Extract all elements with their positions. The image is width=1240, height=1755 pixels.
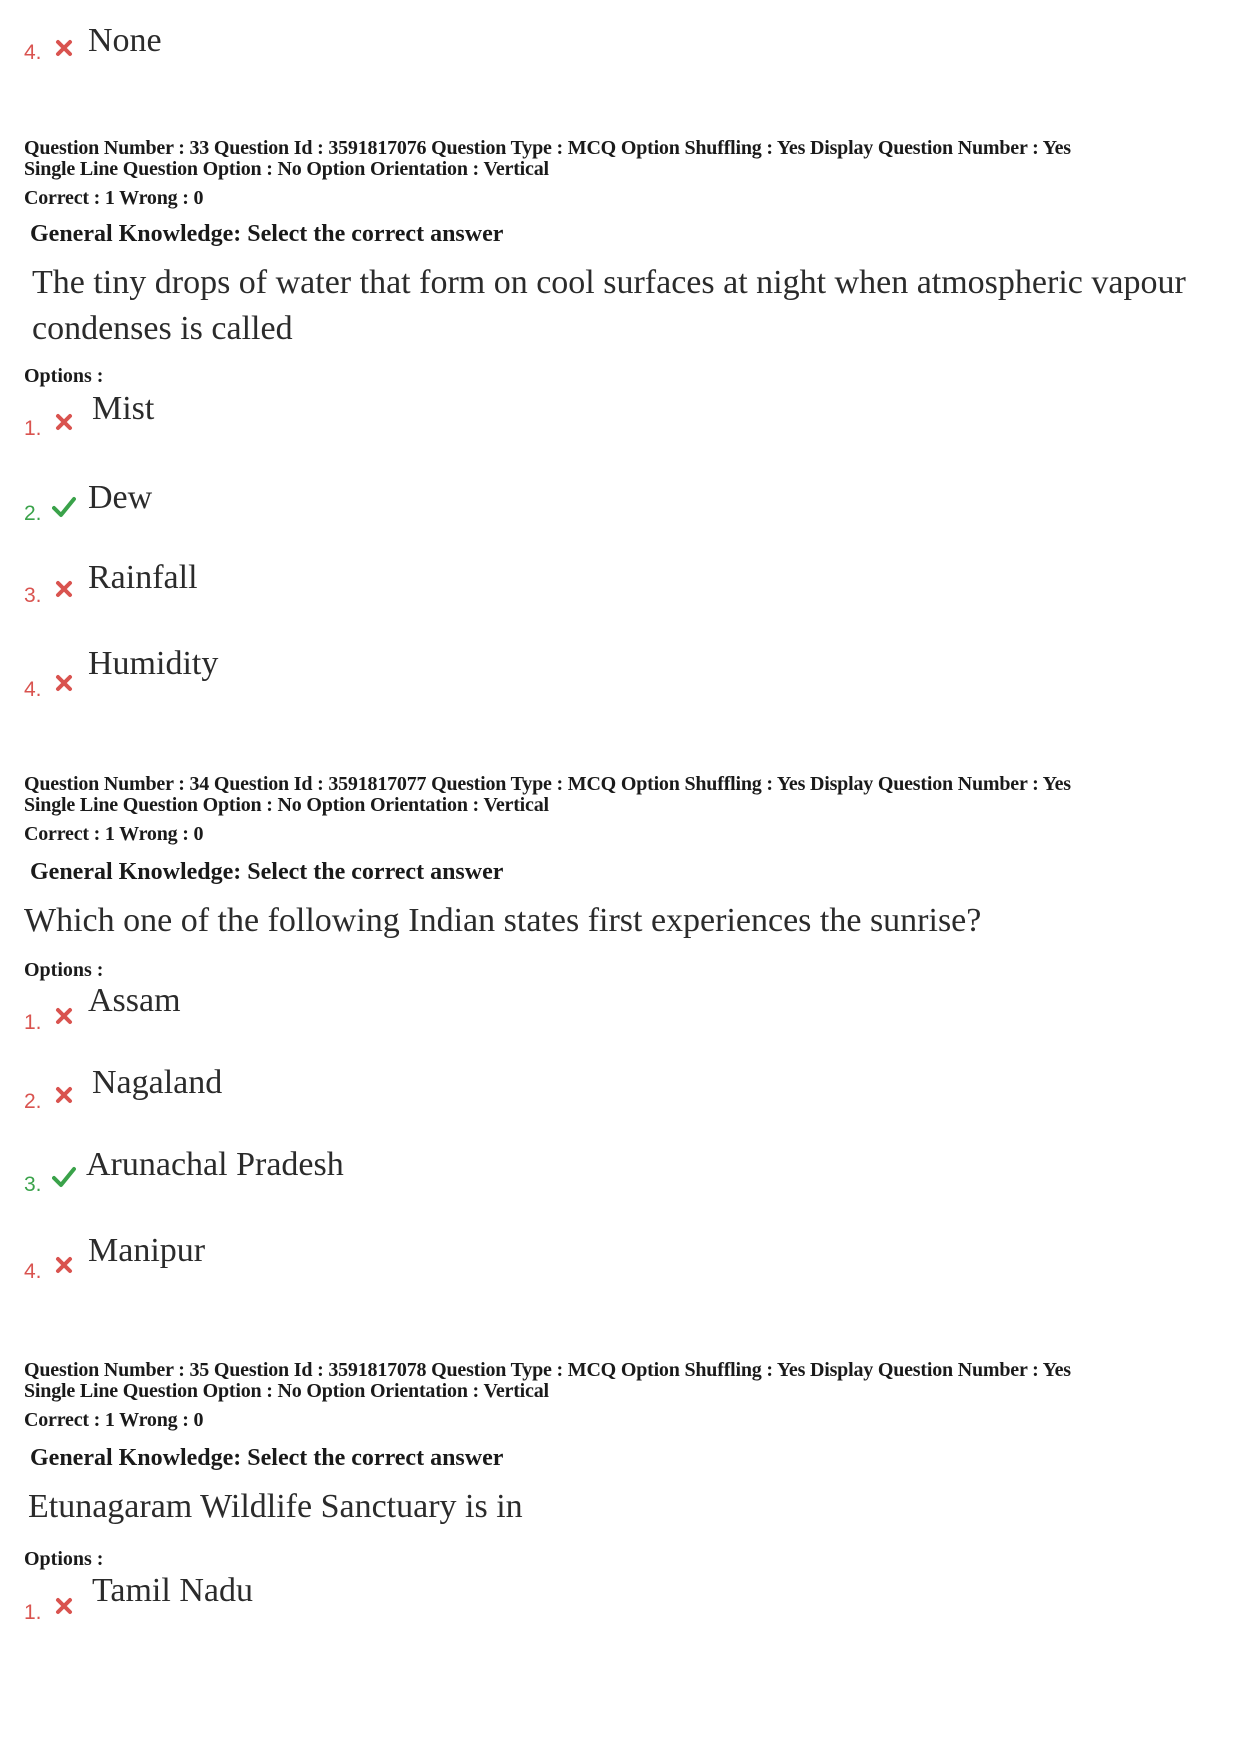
question-meta: Question Number : 33 Question Id : 3591817076 Question Type : MCQ Option Shuffling : Yes Display Question Number : Yes [24, 137, 1071, 159]
option-number: 1. [24, 417, 42, 440]
option-number: 4. [24, 1260, 42, 1283]
option-number: 4. [24, 678, 42, 701]
option-text: Manipur [88, 1232, 206, 1269]
section-title: General Knowledge: Select the correct answer [30, 221, 504, 247]
option-number: 2. [24, 1090, 42, 1113]
option-number: 2. [24, 502, 42, 525]
option-text: Mist [92, 390, 155, 427]
question-meta-options: Single Line Question Option : No Option Orientation : Vertical [24, 794, 549, 816]
option-number: 3. [24, 1173, 42, 1196]
option-text: Tamil Nadu [92, 1572, 253, 1609]
section-title: General Knowledge: Select the correct answer [30, 859, 504, 885]
cross-icon [54, 1006, 74, 1026]
options-label: Options : [24, 959, 104, 981]
question-meta: Question Number : 34 Question Id : 3591817077 Question Type : MCQ Option Shuffling : Yes Display Question Number : Yes [24, 773, 1071, 795]
option-text: Rainfall [88, 559, 198, 596]
question-scoring: Correct : 1 Wrong : 0 [24, 823, 204, 845]
option-text: Nagaland [92, 1064, 223, 1101]
checkmark-icon [52, 496, 76, 518]
option-text: Dew [88, 479, 153, 516]
question-meta: Question Number : 35 Question Id : 3591817078 Question Type : MCQ Option Shuffling : Yes Display Question Number : Yes [24, 1359, 1071, 1381]
section-title: General Knowledge: Select the correct answer [30, 1445, 504, 1471]
cross-icon [54, 1255, 74, 1275]
options-label: Options : [24, 365, 104, 387]
option-number: 1. [24, 1601, 42, 1624]
cross-icon [54, 38, 74, 58]
question-text: Which one of the following Indian states first experiences the sunrise? [24, 902, 982, 939]
question-scoring: Correct : 1 Wrong : 0 [24, 187, 204, 209]
cross-icon [54, 1085, 74, 1105]
cross-icon [54, 412, 74, 432]
question-scoring: Correct : 1 Wrong : 0 [24, 1409, 204, 1431]
cross-icon [54, 1596, 74, 1616]
cross-icon [54, 673, 74, 693]
option-text: Humidity [88, 645, 219, 682]
option-number: 4. [24, 41, 42, 64]
option-text: Arunachal Pradesh [86, 1146, 344, 1183]
option-number: 1. [24, 1011, 42, 1034]
option-number: 3. [24, 584, 42, 607]
options-label: Options : [24, 1548, 104, 1570]
option-text: None [88, 22, 162, 59]
question-meta-options: Single Line Question Option : No Option Orientation : Vertical [24, 1380, 549, 1402]
checkmark-icon [52, 1166, 76, 1188]
question-meta-options: Single Line Question Option : No Option Orientation : Vertical [24, 158, 549, 180]
option-text: Assam [88, 982, 181, 1019]
question-text: Etunagaram Wildlife Sanctuary is in [28, 1488, 523, 1525]
cross-icon [54, 579, 74, 599]
question-text: The tiny drops of water that form on cool surfaces at night when atmospheric vapour condenses is called [32, 264, 1186, 347]
